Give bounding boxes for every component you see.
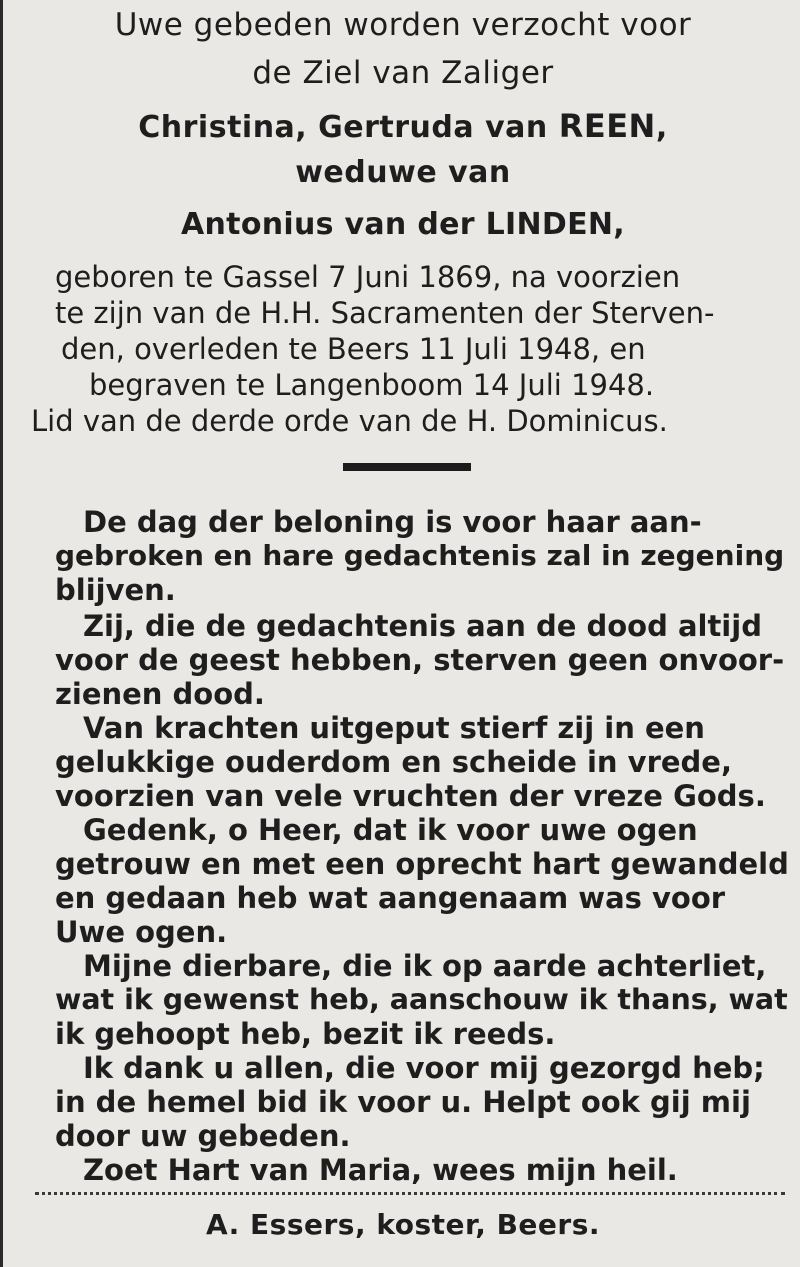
prayer-line: voorzien van vele vruchten der vreze Gods. bbox=[55, 779, 766, 813]
prayer-line: en gedaan heb wat aangenaam was voor bbox=[55, 881, 726, 915]
prayer-line: gelukkige ouderdom en scheide in vrede, bbox=[55, 745, 732, 779]
intro-line-2: de Ziel van Zaliger bbox=[252, 55, 554, 91]
prayer-line: voor de geest hebben, sterven geen onvoor- bbox=[55, 643, 785, 677]
bio-line: den, overleden te Beers 11 Juli 1948, en bbox=[61, 332, 646, 366]
prayer-line: blijven. bbox=[55, 573, 176, 607]
intro-line-1: Uwe gebeden worden verzocht voor bbox=[114, 7, 692, 43]
bio-line: begraven te Langenboom 14 Juli 1948. bbox=[89, 368, 655, 402]
prayer-line: wat ik gewenst heb, aanschouw ik thans, wat bbox=[55, 983, 788, 1016]
prayer-line: in de hemel bid ik voor u. Helpt ook gij mij bbox=[55, 1085, 751, 1119]
printer-credit: A. Essers, koster, Beers. bbox=[205, 1208, 601, 1241]
bio-line: geboren te Gassel 7 Juni 1869, na voorzien bbox=[55, 260, 681, 294]
husband-surname: LINDEN bbox=[485, 207, 614, 242]
widow-of-label: weduwe van bbox=[295, 155, 511, 190]
husband-name bbox=[3, 207, 800, 242]
footer-dotted-rule bbox=[35, 1192, 785, 1195]
prayer-line: De dag der beloning is voor haar aan- bbox=[83, 505, 702, 539]
bio-line: te zijn van de H.H. Sacramenten der Sterven- bbox=[55, 296, 715, 330]
separator-rule bbox=[343, 463, 471, 471]
prayer-line: Ik dank u allen, die voor mij gezorgd heb; bbox=[83, 1051, 765, 1085]
prayer-line: gebroken en hare gedachtenis zal in zegening bbox=[55, 539, 785, 572]
prayer-line: Van krachten uitgeput stierf zij in een bbox=[83, 711, 705, 745]
prayer-line: Gedenk, o Heer, dat ik voor uwe ogen bbox=[83, 813, 698, 847]
prayer-line: Zoet Hart van Maria, wees mijn heil. bbox=[83, 1153, 678, 1187]
prayer-line: Zij, die de gedachtenis aan de dood altijd bbox=[83, 609, 762, 643]
deceased-suffix: , bbox=[655, 110, 668, 145]
prayer-line: door uw gebeden. bbox=[55, 1119, 351, 1153]
prayer-line: ik gehoopt heb, bezit ik reeds. bbox=[55, 1017, 556, 1051]
deceased-name bbox=[3, 107, 800, 145]
prayer-line: zienen dood. bbox=[55, 677, 265, 711]
husband-suffix: , bbox=[613, 207, 625, 242]
bio-line: Lid van de derde orde van de H. Dominicus. bbox=[31, 404, 668, 438]
husband-given-names: Antonius van der bbox=[181, 207, 475, 242]
deceased-given-names: Christina, Gertruda van bbox=[138, 110, 548, 145]
prayer-line: Mijne dierbare, die ik op aarde achterliet, bbox=[83, 949, 767, 983]
deceased-surname: REEN bbox=[558, 107, 656, 145]
prayer-line: getrouw en met een oprecht hart gewandeld bbox=[55, 847, 789, 881]
prayer-line: Uwe ogen. bbox=[55, 915, 228, 949]
